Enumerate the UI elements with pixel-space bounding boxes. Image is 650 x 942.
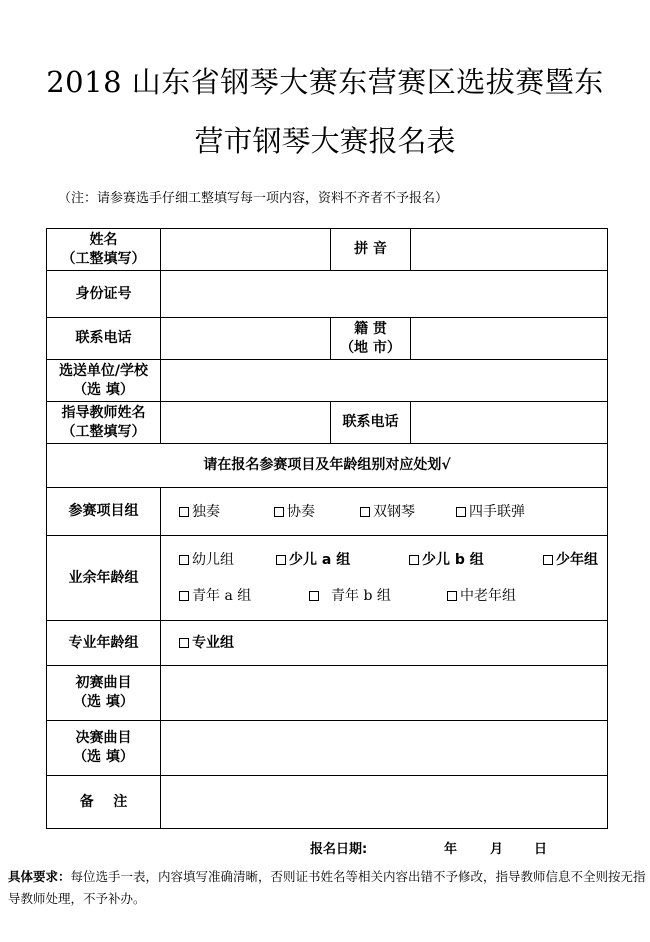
teacher-name-field[interactable]	[161, 402, 331, 444]
checkbox-icon	[409, 555, 419, 565]
event-option-two-pianos[interactable]: 双钢琴	[360, 494, 415, 530]
pinyin-field[interactable]	[411, 229, 608, 271]
amateur-age-label: 业余年龄组	[47, 536, 161, 621]
name-label: 姓名 （工整填写）	[47, 229, 161, 271]
amateur-option-junior[interactable]: 少年组	[543, 542, 598, 578]
prelim-pieces-label: 初赛曲目 （选 填）	[47, 666, 161, 721]
remarks-label: 备 注	[47, 776, 161, 829]
event-option-four-hands[interactable]: 四手联弹	[456, 494, 525, 530]
remarks-field[interactable]	[161, 776, 608, 829]
amateur-age-options	[161, 536, 608, 621]
teacher-name-label: 指导教师姓名 （工整填写）	[47, 402, 161, 444]
pro-option-professional[interactable]: 专业组	[179, 625, 234, 661]
requirements-text: 每位选手一表，内容填写准确清晰，否则证书姓名等相关内容出错不予修改，指导教师信息不全则按无指导教师处理，不予补办。	[8, 869, 646, 906]
date-year: 年	[444, 842, 458, 857]
checkbox-icon	[447, 591, 457, 601]
final-pieces-field[interactable]	[161, 721, 608, 776]
fill-note: （注：请参赛选手仔细工整填写每一项内容，资料不齐者不予报名）	[58, 191, 449, 206]
date-day: 日	[534, 842, 548, 857]
checkbox-icon	[543, 555, 553, 565]
school-label: 选送单位/学校 （选 填）	[47, 360, 161, 402]
final-pieces-label: 决赛曲目 （选 填）	[47, 721, 161, 776]
amateur-option-senior[interactable]: 中老年组	[447, 578, 516, 614]
pinyin-label: 拼 音	[331, 229, 411, 271]
teacher-phone-field[interactable]	[411, 402, 608, 444]
checkbox-icon	[179, 591, 189, 601]
checkbox-icon	[276, 555, 286, 565]
teacher-phone-label: 联系电话	[331, 402, 411, 444]
checkbox-icon	[456, 507, 466, 517]
checkbox-icon	[309, 591, 319, 601]
checkbox-icon	[179, 555, 189, 565]
event-option-concerto[interactable]: 协奏	[274, 494, 315, 530]
checkbox-icon	[179, 507, 189, 517]
event-group-label: 参赛项目组	[47, 488, 161, 536]
event-option-solo[interactable]: 独奏	[179, 494, 220, 530]
checkbox-icon	[360, 507, 370, 517]
origin-field[interactable]	[411, 318, 608, 360]
date-label: 报名日期:	[310, 842, 368, 857]
requirements	[8, 866, 646, 910]
id-number-field[interactable]	[161, 271, 608, 318]
amateur-option-child-a[interactable]: 少儿 a 组	[276, 542, 350, 578]
id-number-label: 身份证号	[47, 271, 161, 318]
checkbox-icon	[179, 638, 189, 648]
registration-form-table	[46, 228, 608, 829]
amateur-option-child-b[interactable]: 少儿 b 组	[409, 542, 484, 578]
origin-label: 籍 贯 （地 市）	[331, 318, 411, 360]
name-field[interactable]	[161, 229, 331, 271]
form-title-line2: 营市钢琴大赛报名表	[194, 124, 456, 158]
event-options	[161, 488, 608, 536]
school-field[interactable]	[161, 360, 608, 402]
requirements-label: 具体要求：	[8, 869, 71, 884]
instruction-row: 请在报名参赛项目及年龄组别对应处划√	[47, 444, 608, 488]
phone-field[interactable]	[161, 318, 331, 360]
amateur-option-youth-b[interactable]: 青年 b 组	[309, 578, 391, 614]
date-month: 月	[490, 842, 504, 857]
amateur-option-toddler[interactable]: 幼儿组	[179, 542, 234, 578]
checkbox-icon	[274, 507, 284, 517]
pro-age-options	[161, 621, 608, 666]
form-title-line1: 2018 山东省钢琴大赛东营赛区选拔赛暨东	[46, 65, 604, 99]
prelim-pieces-field[interactable]	[161, 666, 608, 721]
phone-label: 联系电话	[47, 318, 161, 360]
amateur-option-youth-a[interactable]: 青年 a 组	[179, 578, 251, 614]
pro-age-label: 专业年龄组	[47, 621, 161, 666]
